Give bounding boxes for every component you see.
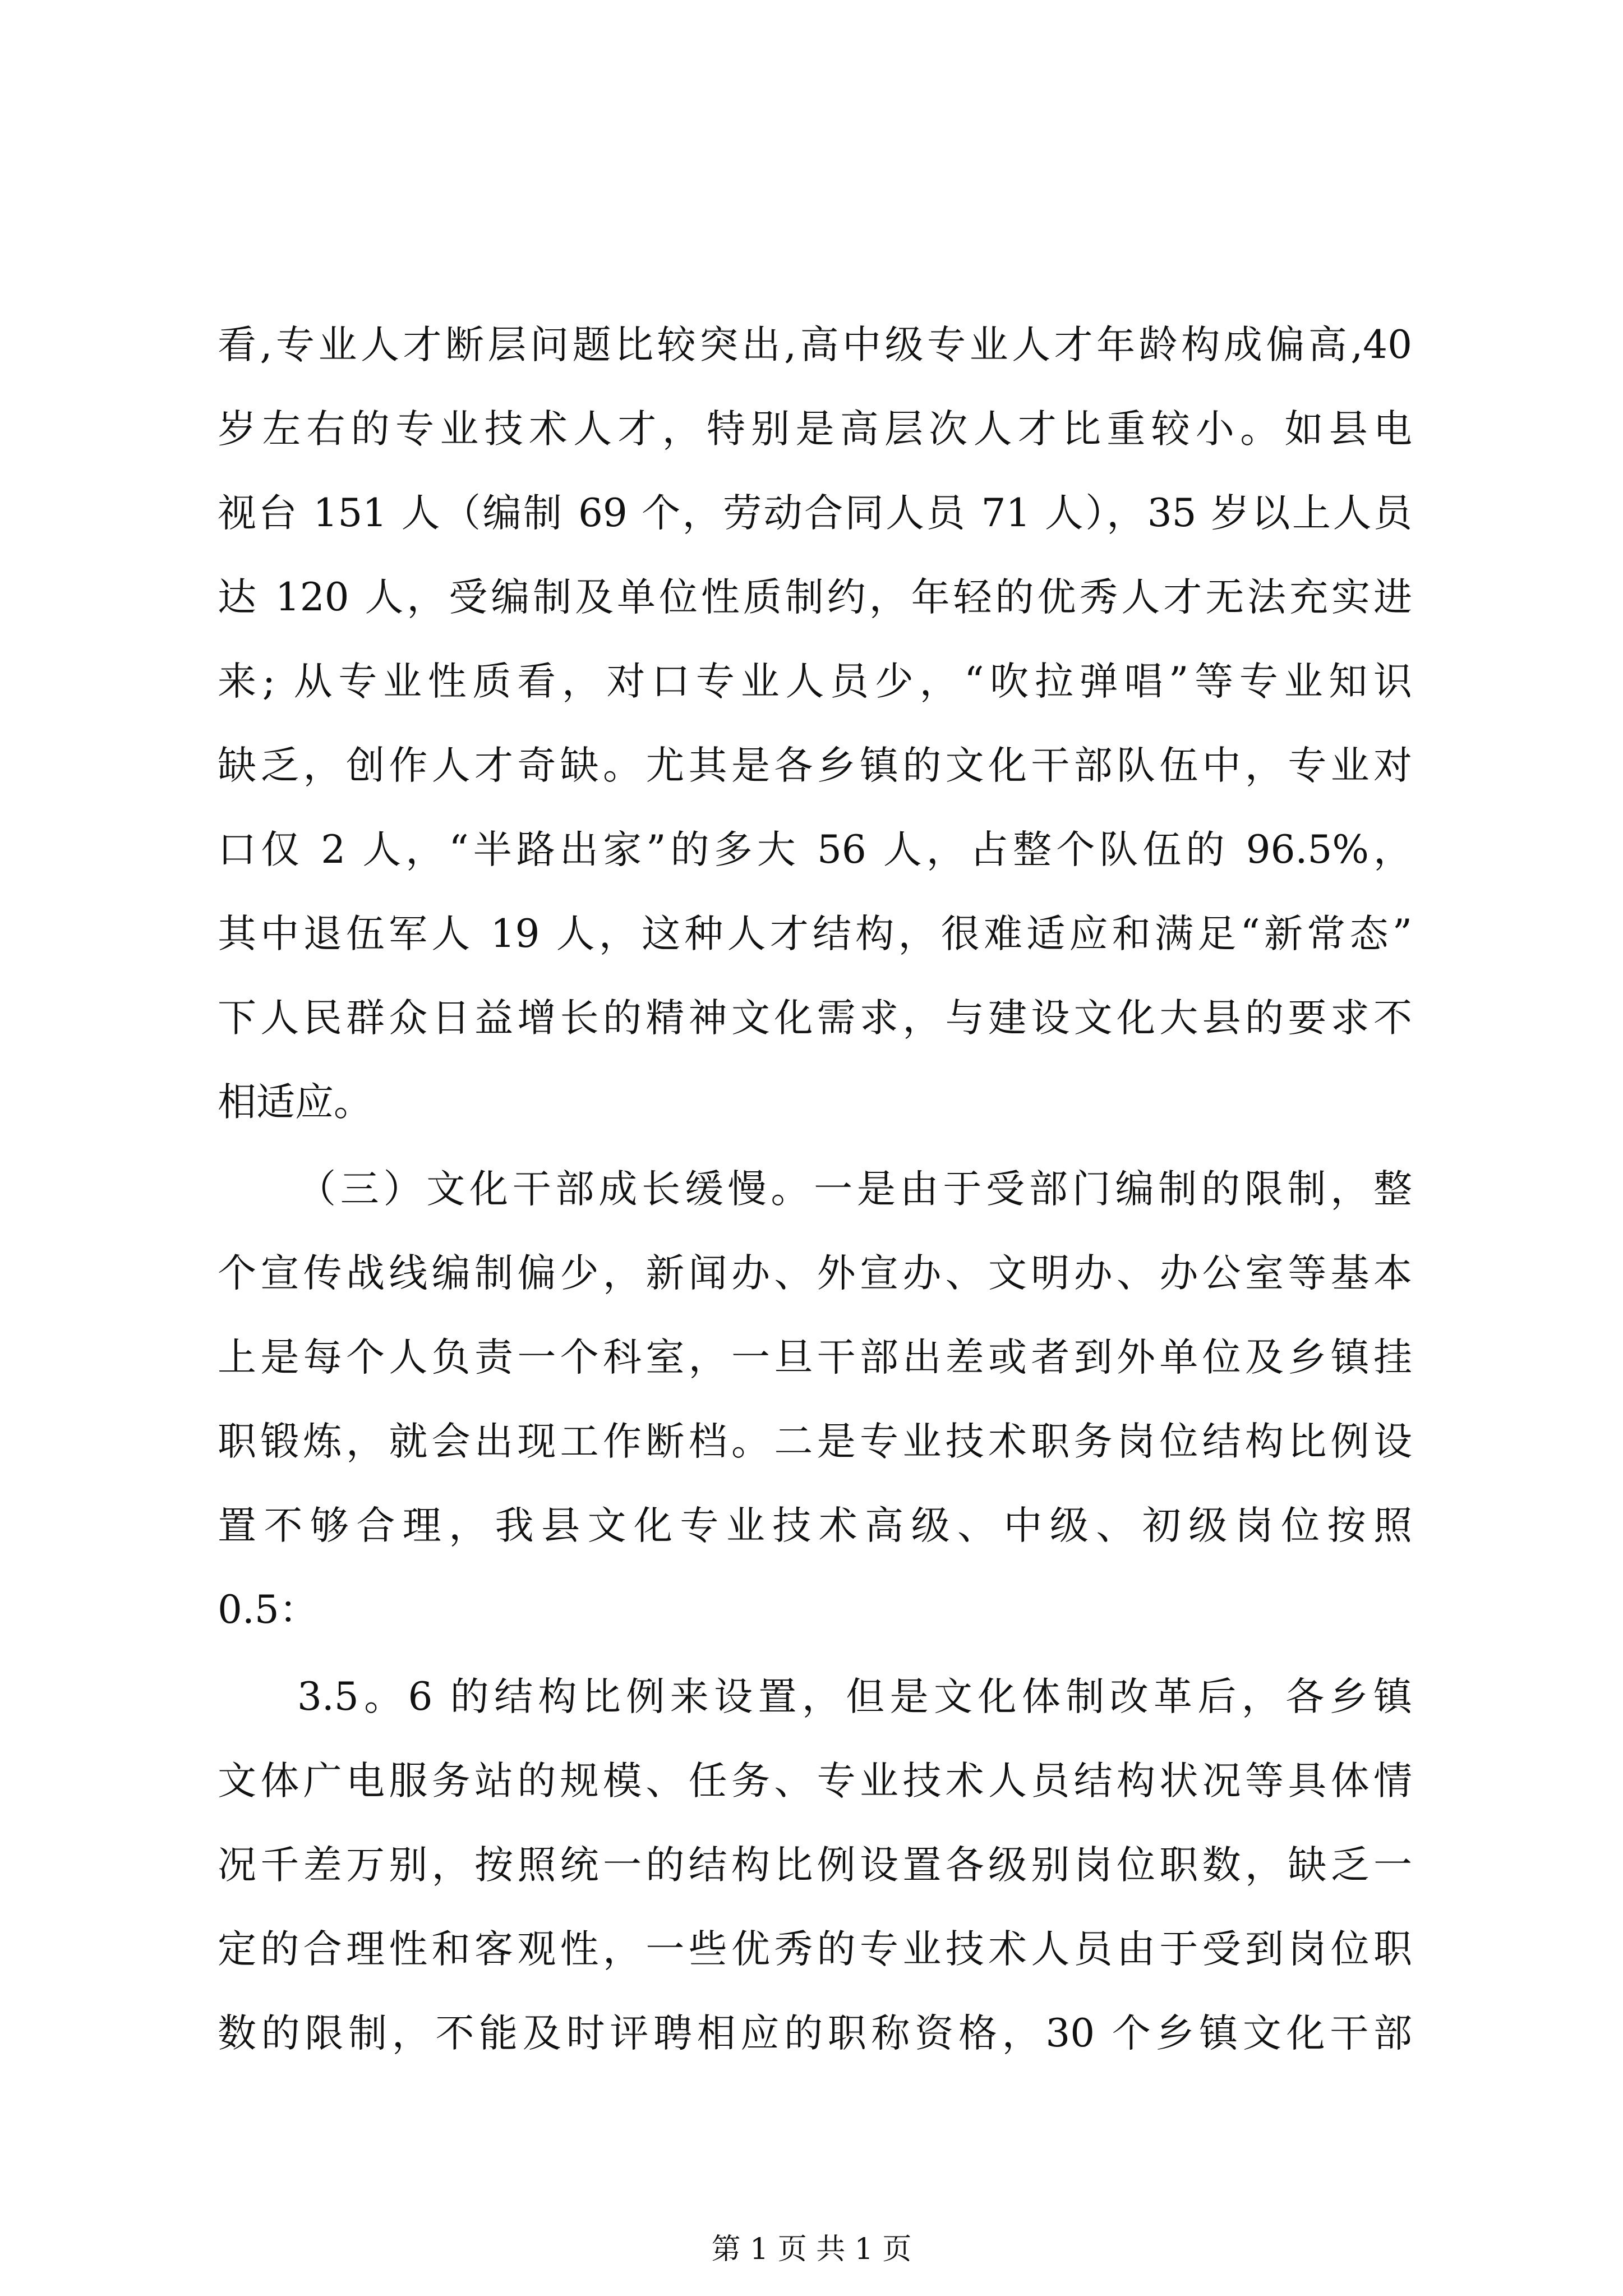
body-text-line: 数的限制，不能及时评聘相应的职称资格，30 个乡镇文化干部 (218, 2011, 1412, 2056)
body-text-line: 个宣传战线编制偏少，新闻办、外宣办、文明办、办公室等基本 (218, 1251, 1412, 1296)
body-text-line: 口仅 2 人，“半路出家”的多大 56 人，占整个队伍的 96.5%， (218, 827, 1412, 872)
body-text-line: 职锻炼，就会出现工作断档。二是专业技术职务岗位结构比例设 (218, 1419, 1412, 1464)
body-text-line: 0.5： (218, 1588, 318, 1632)
body-text-line: 相适应。 (218, 1080, 372, 1125)
body-text-line: 置不够合理，我县文化专业技术高级、中级、初级岗位按照 (218, 1503, 1412, 1548)
body-text-line: 达 120 人，受编制及单位性质制约，年轻的优秀人才无法充实进 (218, 575, 1412, 620)
body-text-line: 视台 151 人（编制 69 个，劳动合同人员 71 人），35 岁以上人员 (218, 491, 1412, 536)
body-text-line: 文体广电服务站的规模、任务、专业技术人员结构状况等具体情 (218, 1759, 1412, 1803)
body-text-line: 定的合理性和客观性，一些优秀的专业技术人员由于受到岗位职 (218, 1927, 1412, 1972)
body-text-line: 况千差万别，按照统一的结构比例设置各级别岗位职数，缺乏一 (218, 1843, 1412, 1888)
body-text-line: 其中退伍军人 19 人，这种人才结构，很难适应和满足“新常态” (218, 912, 1412, 956)
section-heading-line: （三）文化干部成长缓慢。一是由于受部门编制的限制，整 (297, 1167, 1412, 1212)
body-text-line: 看,专业人才断层问题比较突出,高中级专业人才年龄构成偏高,40 (218, 323, 1412, 367)
body-text-line: 岁左右的专业技术人才，特别是高层次人才比重较小。如县电 (218, 407, 1412, 452)
body-text-line: 来; 从专业性质看，对口专业人员少，“吹拉弹唱”等专业知识 (218, 659, 1412, 704)
body-text-line: 下人民群众日益增长的精神文化需求，与建设文化大县的要求不 (218, 996, 1412, 1041)
body-text-line: 上是每个人负责一个科室，一旦干部出差或者到外单位及乡镇挂 (218, 1335, 1412, 1380)
page-number-footer: 第 1 页 共 1 页 (711, 2233, 912, 2266)
body-text-line: 缺乏，创作人才奇缺。尤其是各乡镇的文化干部队伍中，专业对 (218, 743, 1412, 788)
body-text-line: 3.5。6 的结构比例来设置，但是文化体制改革后，各乡镇 (297, 1674, 1412, 1719)
